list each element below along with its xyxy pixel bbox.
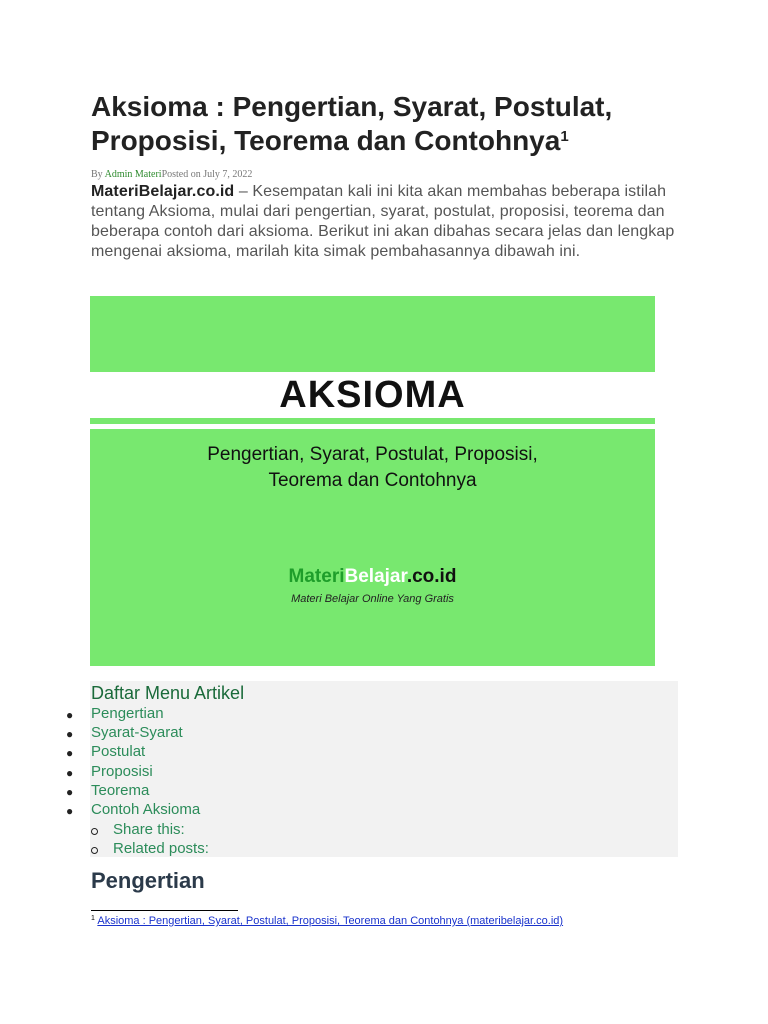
toc-item-pengertian[interactable]: Pengertian [91,705,164,722]
toc-item-contoh-aksioma[interactable]: Contoh Aksioma [91,801,201,818]
banner-subtitle [90,442,655,494]
toc-title: Daftar Menu Artikel [91,683,245,703]
banner-divider-white [90,424,655,429]
banner-heading: AKSIOMA [279,374,466,416]
banner-tagline: Materi Belajar Online Yang Gratis [291,593,454,605]
footnote [91,915,563,927]
toc-item-teorema[interactable]: Teorema [91,782,150,799]
toc-item-postulat[interactable]: Postulat [91,743,146,760]
intro-paragraph [91,182,681,262]
sub-bullet-icon [91,847,98,854]
byline-by: By [91,169,105,180]
toc-item-proposisi[interactable]: Proposisi [91,763,153,780]
article-title-text: Aksioma : Pengertian, Syarat, Postulat, Proposisi, Teorema dan Contohnya [91,91,613,156]
bullet-icon: ● [66,785,74,799]
bullet-icon: ● [66,766,74,780]
footnote-mark: 1 [91,915,95,922]
author-link[interactable]: Admin Materi [104,169,162,180]
sub-bullet-icon [91,828,98,835]
intro-site-name: MateriBelajar.co.id [91,183,235,200]
bullet-icon: ● [66,727,74,741]
posted-date: Posted on July 7, 2022 [161,169,253,180]
banner-brand-logo [90,566,655,588]
byline [91,169,252,180]
intro-text: – Kesempatan kali ini kita akan membahas beberapa istilah tentang Aksioma, mulai dari pengertian, syarat, postulat, proposisi, teorema dan beberapa contoh dari aksioma. Berikut ini akan dibahas secara jelas dan lengkap mengenai aksioma, marilah kita simak pembahasannya dibawah ini. [91,183,675,260]
featured-banner-image [90,296,655,666]
brand-part-domain: .co.id [406,566,457,587]
title-footnote-mark[interactable]: 1 [560,128,569,145]
footnote-link[interactable]: Aksioma : Pengertian, Syarat, Postulat, Proposisi, Teorema dan Contohnya (materibelajar.co.id) [97,915,564,927]
bullet-icon: ● [66,708,74,722]
bullet-icon: ● [66,804,74,818]
footnote-separator [91,910,238,911]
banner-subtitle-line2: Teorema dan Contohnya [268,470,477,491]
bullet-icon: ● [66,746,74,760]
brand-part-belajar: Belajar [344,566,407,587]
toc-item-syarat-syarat[interactable]: Syarat-Syarat [91,724,183,741]
article-title [91,90,691,158]
brand-part-materi: Materi [288,566,345,587]
section-heading: Pengertian [91,868,205,893]
banner-subtitle-line1: Pengertian, Syarat, Postulat, Proposisi, [207,444,538,465]
toc-subitem-related-posts[interactable]: Related posts: [113,840,209,857]
toc-subitem-share-this[interactable]: Share this: [113,821,185,838]
